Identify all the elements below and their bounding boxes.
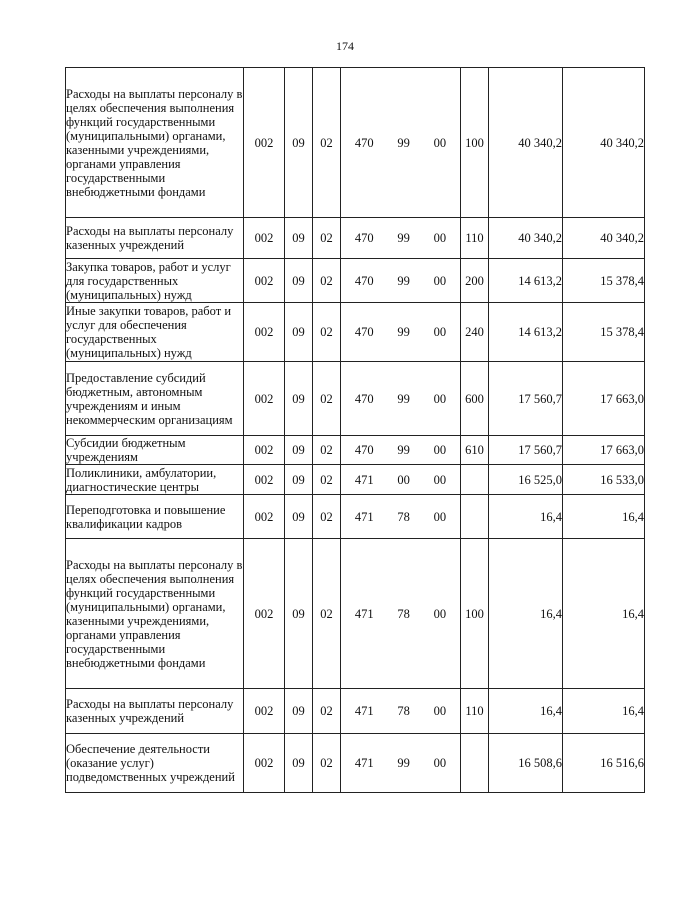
target-article-code [341, 443, 460, 457]
target-article-part: 99 [397, 756, 410, 770]
target-article-part: 470 [354, 443, 374, 457]
section-code: 09 [285, 68, 313, 218]
ministry-code: 002 [244, 539, 285, 689]
amount-year-2: 16 516,6 [563, 734, 645, 793]
amount-year-2: 17 663,0 [563, 362, 645, 436]
expense-type-code [461, 495, 489, 539]
target-article-part: 00 [433, 443, 447, 457]
ministry-code: 002 [244, 689, 285, 734]
target-article-part: 471 [354, 704, 374, 718]
item-name: Субсидии бюджетным учреждениям [66, 436, 244, 465]
target-article-cell [341, 218, 461, 259]
ministry-code: 002 [244, 68, 285, 218]
table-row [66, 495, 645, 539]
expense-type-code: 200 [461, 259, 489, 303]
table-row [66, 734, 645, 793]
amount-year-2: 17 663,0 [563, 436, 645, 465]
subsection-code: 02 [313, 303, 341, 362]
target-article-part: 99 [397, 231, 410, 245]
target-article-part: 470 [354, 231, 374, 245]
item-name: Закупка товаров, работ и услуг для государственных (муниципальных) нужд [66, 259, 244, 303]
target-article-part: 00 [433, 273, 447, 288]
target-article-part: 00 [397, 472, 410, 487]
ministry-code: 002 [244, 734, 285, 793]
target-article-part: 471 [354, 756, 374, 770]
expense-type-code [461, 465, 489, 495]
subsection-code: 02 [313, 218, 341, 259]
target-article-cell [341, 539, 461, 689]
target-article-part: 470 [354, 391, 374, 406]
target-article-part: 78 [397, 704, 410, 718]
target-article-part: 99 [397, 325, 410, 339]
target-article-code [341, 607, 460, 621]
target-article-part: 470 [354, 273, 374, 288]
amount-year-2: 15 378,4 [563, 303, 645, 362]
target-article-part: 470 [354, 325, 374, 339]
target-article-code [341, 325, 460, 339]
amount-year-2: 16 533,0 [563, 465, 645, 495]
target-article-cell [341, 303, 461, 362]
amount-year-2: 40 340,2 [563, 218, 645, 259]
amount-year-1: 17 560,7 [489, 436, 563, 465]
amount-year-1: 14 613,2 [489, 259, 563, 303]
target-article-cell [341, 68, 461, 218]
target-article-cell [341, 495, 461, 539]
amount-year-1: 14 613,2 [489, 303, 563, 362]
amount-year-1: 17 560,7 [489, 362, 563, 436]
section-code: 09 [285, 539, 313, 689]
target-article-code [341, 510, 460, 524]
amount-year-1: 40 340,2 [489, 68, 563, 218]
amount-year-2: 15 378,4 [563, 259, 645, 303]
table-row [66, 303, 645, 362]
target-article-code [341, 274, 460, 288]
expense-type-code: 600 [461, 362, 489, 436]
subsection-code: 02 [313, 259, 341, 303]
ministry-code: 002 [244, 362, 285, 436]
section-code: 09 [285, 362, 313, 436]
item-name: Иные закупки товаров, работ и услуг для обеспечения государственных (муниципальных) нужд [66, 303, 244, 362]
subsection-code: 02 [313, 495, 341, 539]
target-article-part: 471 [354, 606, 374, 621]
table-row [66, 362, 645, 436]
amount-year-1: 16,4 [489, 689, 563, 734]
page-number: 174 [336, 39, 354, 53]
amount-year-2: 40 340,2 [563, 68, 645, 218]
ministry-code: 002 [244, 259, 285, 303]
target-article-part: 00 [433, 391, 447, 406]
target-article-part: 471 [354, 509, 374, 524]
item-name: Расходы на выплаты персоналу в целях обеспечения выполнения функций государственными (муниципальными) органами, казенными учреждениями, органами управления государственными внебюджетными фондами [66, 68, 244, 218]
target-article-code [341, 136, 460, 150]
target-article-cell [341, 362, 461, 436]
amount-year-1: 40 340,2 [489, 218, 563, 259]
subsection-code: 02 [313, 465, 341, 495]
target-article-part: 99 [397, 391, 410, 406]
target-article-part: 78 [397, 606, 410, 621]
target-article-code [341, 231, 460, 245]
table-row [66, 539, 645, 689]
amount-year-2: 16,4 [563, 539, 645, 689]
item-name: Переподготовка и повышение квалификации кадров [66, 495, 244, 539]
target-article-part: 471 [354, 472, 374, 487]
target-article-part: 00 [433, 606, 447, 621]
target-article-part: 00 [433, 325, 447, 339]
table-row [66, 68, 645, 218]
amount-year-1: 16 508,6 [489, 734, 563, 793]
section-code: 09 [285, 218, 313, 259]
target-article-part: 00 [433, 472, 447, 487]
amount-year-1: 16,4 [489, 539, 563, 689]
amount-year-1: 16,4 [489, 495, 563, 539]
budget-table [65, 67, 645, 793]
subsection-code: 02 [313, 362, 341, 436]
subsection-code: 02 [313, 734, 341, 793]
target-article-part: 00 [433, 756, 447, 770]
subsection-code: 02 [313, 436, 341, 465]
ministry-code: 002 [244, 465, 285, 495]
expense-type-code: 610 [461, 436, 489, 465]
expense-type-code: 110 [461, 689, 489, 734]
target-article-part: 00 [433, 509, 447, 524]
target-article-part: 00 [433, 704, 447, 718]
section-code: 09 [285, 495, 313, 539]
target-article-part: 99 [397, 443, 410, 457]
expense-type-code: 110 [461, 218, 489, 259]
table-row [66, 218, 645, 259]
section-code: 09 [285, 303, 313, 362]
ministry-code: 002 [244, 303, 285, 362]
target-article-part: 78 [397, 509, 410, 524]
subsection-code: 02 [313, 68, 341, 218]
target-article-part: 00 [433, 231, 447, 245]
target-article-part: 470 [354, 135, 374, 150]
section-code: 09 [285, 734, 313, 793]
table-row [66, 689, 645, 734]
item-name: Предоставление субсидий бюджетным, автономным учреждениям и иным некоммерческим организациям [66, 362, 244, 436]
expense-type-code: 240 [461, 303, 489, 362]
target-article-cell [341, 436, 461, 465]
section-code: 09 [285, 436, 313, 465]
section-code: 09 [285, 465, 313, 495]
ministry-code: 002 [244, 495, 285, 539]
amount-year-1: 16 525,0 [489, 465, 563, 495]
item-name: Расходы на выплаты персоналу в целях обеспечения выполнения функций государственными (муниципальными) органами, казенными учреждениями, органами управления государственными внебюджетными фондами [66, 539, 244, 689]
target-article-cell [341, 465, 461, 495]
section-code: 09 [285, 259, 313, 303]
ministry-code: 002 [244, 436, 285, 465]
target-article-part: 00 [433, 135, 447, 150]
subsection-code: 02 [313, 539, 341, 689]
target-article-cell [341, 689, 461, 734]
target-article-code [341, 756, 460, 770]
target-article-cell [341, 734, 461, 793]
target-article-part: 99 [397, 135, 410, 150]
item-name: Поликлиники, амбулатории, диагностические центры [66, 465, 244, 495]
expense-type-code: 100 [461, 539, 489, 689]
section-code: 09 [285, 689, 313, 734]
expense-type-code: 100 [461, 68, 489, 218]
table-row [66, 259, 645, 303]
subsection-code: 02 [313, 689, 341, 734]
item-name: Обеспечение деятельности (оказание услуг) подведомственных учреждений [66, 734, 244, 793]
target-article-code [341, 392, 460, 406]
target-article-cell [341, 259, 461, 303]
ministry-code: 002 [244, 218, 285, 259]
target-article-code [341, 704, 460, 718]
item-name: Расходы на выплаты персоналу казенных учреждений [66, 218, 244, 259]
amount-year-2: 16,4 [563, 495, 645, 539]
table-row [66, 465, 645, 495]
target-article-code [341, 473, 460, 487]
expense-type-code [461, 734, 489, 793]
item-name: Расходы на выплаты персоналу казенных учреждений [66, 689, 244, 734]
target-article-part: 99 [397, 273, 410, 288]
table-row [66, 436, 645, 465]
amount-year-2: 16,4 [563, 689, 645, 734]
